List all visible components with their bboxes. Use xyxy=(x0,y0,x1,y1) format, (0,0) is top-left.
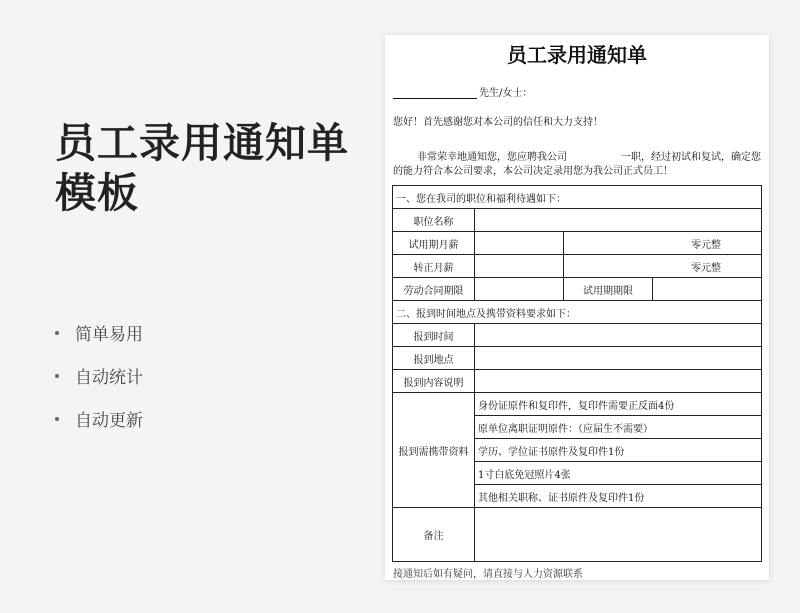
table-row xyxy=(393,370,762,393)
greeting-text: 您好！首先感谢您对本公司的信任和大力支持！ xyxy=(393,117,603,128)
remark-label: 备注 xyxy=(393,508,475,562)
body-start: 非常荣幸地通知您，您应聘我公司 xyxy=(417,152,567,163)
body-end: 一职，经过初试和复试，确定您的能力符合本公司要求，本公司决定录用您为我公司正式员工！ xyxy=(393,152,761,177)
report-time-value xyxy=(475,324,762,347)
document-title: 员工录用通知单 xyxy=(507,43,647,67)
document-preview xyxy=(385,35,769,580)
table-row xyxy=(393,232,762,255)
bullet-icon xyxy=(55,374,59,378)
report-place-value xyxy=(475,347,762,370)
remark-value xyxy=(475,508,762,562)
table-row xyxy=(393,324,762,347)
salutation-line xyxy=(393,84,532,99)
report-content-value xyxy=(475,370,762,393)
trial-salary-label: 试用期月薪 xyxy=(393,232,475,255)
report-content-label: 报到内容说明 xyxy=(393,370,475,393)
material-item: 学历、学位证书原件及复印件1份 xyxy=(475,439,762,462)
page-title-line2: 模板 xyxy=(55,169,139,217)
feature-item xyxy=(55,311,143,354)
table-row xyxy=(393,393,762,416)
trial-period-value xyxy=(653,278,762,301)
trial-period-label: 试用期期限 xyxy=(564,278,653,301)
feature-item xyxy=(55,354,143,397)
table-row xyxy=(393,508,762,562)
trial-salary-value xyxy=(475,232,564,255)
materials-label: 报到需携带资料 xyxy=(393,393,475,508)
salutation-text: 先生/女士： xyxy=(479,88,533,99)
feature-label: 自动更新 xyxy=(75,411,143,431)
bullet-icon xyxy=(55,417,59,421)
page-title xyxy=(55,118,375,218)
material-item: 其他相关职称、证书原件及复印件1份 xyxy=(475,485,762,508)
report-time-label: 报到时间 xyxy=(393,324,475,347)
table-row xyxy=(393,278,762,301)
table-row xyxy=(393,186,762,209)
regular-salary-yuan: 零元整 xyxy=(564,255,762,278)
feature-label: 自动统计 xyxy=(75,368,143,388)
position-value xyxy=(475,209,762,232)
report-place-label: 报到地点 xyxy=(393,347,475,370)
body-paragraph xyxy=(393,151,763,179)
table-row xyxy=(393,301,762,324)
feature-list xyxy=(55,311,143,440)
bullet-icon xyxy=(55,331,59,335)
name-blank xyxy=(393,86,477,99)
offer-form-table xyxy=(392,185,762,562)
footer-note: 接通知后如有疑问，请直接与人力资源联系 xyxy=(393,569,583,580)
material-item: 原单位离职证明原件：（应届生不需要） xyxy=(475,416,762,439)
regular-salary-value xyxy=(475,255,564,278)
material-item: 1寸白底免冠照片4张 xyxy=(475,462,762,485)
table-row xyxy=(393,209,762,232)
table-row xyxy=(393,255,762,278)
feature-item xyxy=(55,397,143,440)
position-label: 职位名称 xyxy=(393,209,475,232)
page-title-line1: 员工录用通知单 xyxy=(55,119,349,167)
section1-title: 一、您在我司的职位和福利待遇如下： xyxy=(393,186,762,209)
section2-title: 二、报到时间地点及携带资料要求如下： xyxy=(393,301,762,324)
table-row xyxy=(393,347,762,370)
contract-value xyxy=(475,278,564,301)
trial-salary-yuan: 零元整 xyxy=(564,232,762,255)
regular-salary-label: 转正月薪 xyxy=(393,255,475,278)
contract-label: 劳动合同期限 xyxy=(393,278,475,301)
feature-label: 简单易用 xyxy=(75,325,143,345)
material-item: 身份证原件和复印件，复印件需要正反面4份 xyxy=(475,393,762,416)
